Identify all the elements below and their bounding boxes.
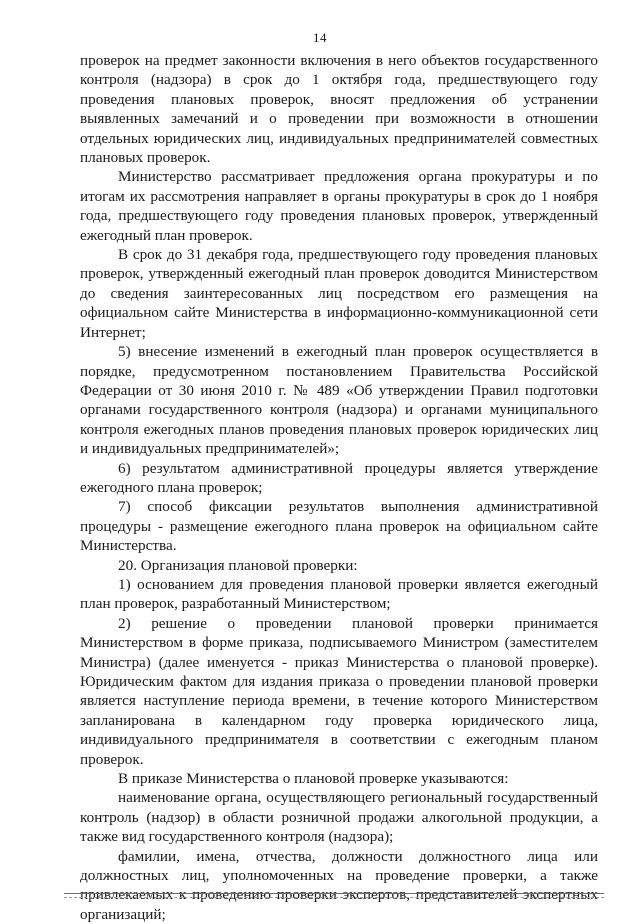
section-heading: 20. Организация плановой проверки: (118, 556, 358, 574)
paragraph: фамилии, имена, отчества, должности должностного лица или должностных лиц, уполномоченных на проведение проверки, а также привлекаемых к проведению проверки экспертов, представителей экспертных организаций; (80, 847, 598, 923)
paragraph: 7) способ фиксации результатов выполнения административной процедуры - размещение ежегодного плана проверок на официальном сайте Министерства. (80, 498, 598, 555)
paragraph: 1) основанием для проведения плановой проверки является ежегодный план проверок, разработанный Министерством; (80, 575, 598, 613)
paragraph: проверок на предмет законности включения в него объектов государственного контроля (надзора) в срок до 1 октября года, предшествующего году проведения плановых проверок, вносят предложения об устранении выявленных замечаний и о проведении при возможности в отношении отдельных юридических лиц, индивидуальных предпринимателей совместных плановых проверок. (80, 52, 598, 167)
paragraph: наименование органа, осуществляющего региональный государственный контроль (надзор) в области розничной продажи алкогольной продукции, а также вид государственного контроля (надзора); (80, 789, 598, 846)
paragraph: 5) внесение изменений в ежегодный план проверок осуществляется в порядке, предусмотренном постановлением Правительства Российской Федерации от 30 июня 2010 г. № 489 «Об утверждении Правил подготовки органами государственного контроля (надзора) и органами муниципального контроля ежегодных планов проведения плановых проверок юридических лиц и индивидуальных предпринимателей»; (80, 343, 598, 458)
page-number: 14 (313, 30, 327, 45)
page-bottom-rule-dashed (64, 897, 604, 898)
page-bottom-rule (64, 893, 604, 894)
paragraph: Министерство рассматривает предложения органа прокуратуры и по итогам их рассмотрения направляет в органы прокуратуры в срок до 1 ноября года, предшествующего году проведения плановых проверок, утвержденный ежегодный план проверок. (80, 168, 598, 244)
paragraph: 6) результатом административной процедуры является утверждение ежегодного плана проверок; (80, 459, 598, 496)
paragraph: В приказе Министерства о плановой проверке указываются: (118, 770, 509, 788)
paragraph: В срок до 31 декабря года, предшествующего году проведения плановых проверок, утвержденный ежегодный план проверок доводится Министерством до сведения заинтересованных лиц посредством его размещения на официальном сайте Министерства в информационно-коммуникационной сети Интернет; (80, 246, 598, 341)
paragraph: 2) решение о проведении плановой проверки принимается Министерством в форме приказа, подписываемого Министром (заместителем Министра) (далее именуется - приказ Министерства о плановой проверке). Юридическим фактом для издания приказа о проведении плановой проверки является наступление периода времени, в течение которого Министерством запланирована в календарном году проверка юридического лица, индивидуального предпринимателя в соответствии с ежегодным планом проверок. (80, 614, 598, 768)
document-body (80, 51, 598, 924)
